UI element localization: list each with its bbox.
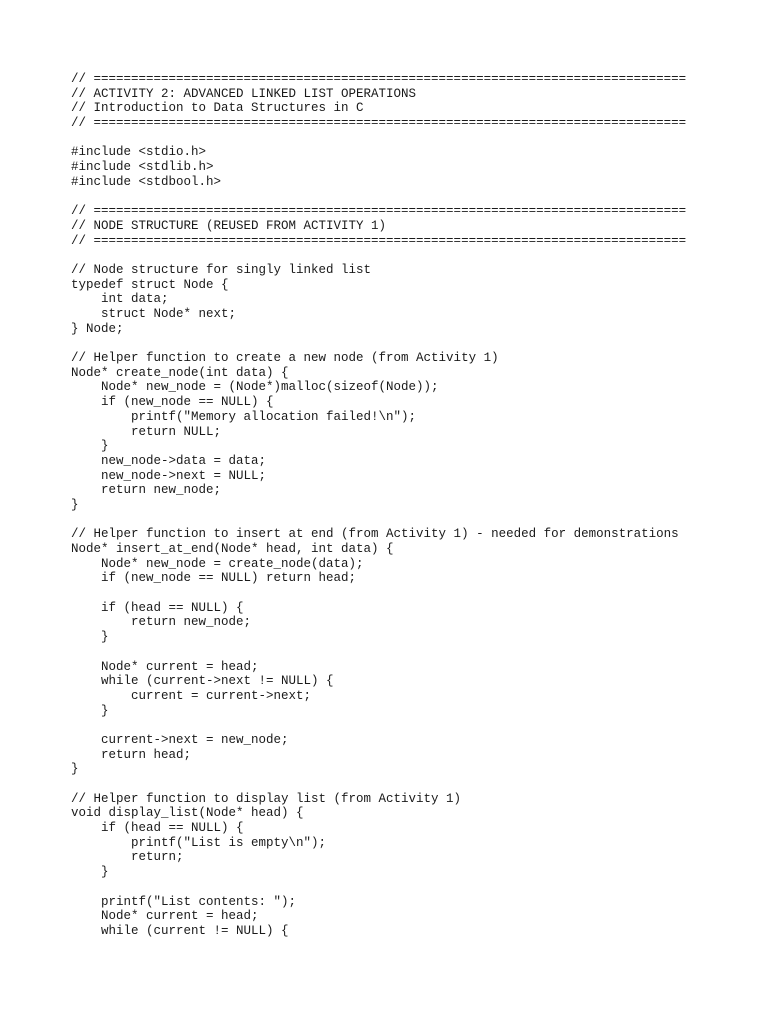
code-line: typedef struct Node {	[71, 277, 229, 292]
code-line: return head;	[71, 747, 192, 762]
code-line: // NODE STRUCTURE (REUSED FROM ACTIVITY 1)	[71, 218, 387, 233]
code-line: Node* insert_at_end(Node* head, int data) {	[71, 542, 394, 556]
code-line: while (current != NULL) {	[71, 923, 289, 938]
code-line: }	[71, 762, 79, 777]
code-line: current = current->next;	[71, 688, 312, 703]
code-line: // Introduction to Data Structures in C	[71, 101, 364, 116]
code-line: Node* new_node = (Node*)malloc(sizeof(Node));	[71, 380, 439, 395]
code-line	[71, 777, 686, 792]
code-line: Node* current = head;	[71, 909, 259, 924]
code-line: struct Node* next;	[71, 307, 237, 321]
code-line: Node* new_node = create_node(data);	[71, 556, 364, 571]
code-line: }	[71, 630, 109, 645]
code-line: return NULL;	[71, 424, 222, 439]
code-line: // Helper function to insert at end (from Activity 1) - needed for demonstrations	[71, 527, 679, 542]
code-line	[71, 586, 686, 601]
code-line: if (head == NULL) {	[71, 600, 244, 615]
code-line: if (new_node == NULL) return head;	[71, 571, 357, 586]
code-line: // ===============================================================================	[71, 233, 687, 248]
code-line: }	[71, 703, 109, 718]
code-line: if (new_node == NULL) {	[71, 395, 274, 410]
code-line: int data;	[71, 292, 169, 307]
code-line: current->next = new_node;	[71, 732, 289, 747]
code-line	[71, 513, 686, 528]
code-line	[71, 190, 686, 205]
code-line: }	[71, 497, 79, 512]
code-line: while (current->next != NULL) {	[71, 674, 334, 689]
code-line: return;	[71, 850, 184, 865]
code-line: Node* current = head;	[71, 659, 259, 674]
code-line: #include <stdio.h>	[71, 145, 207, 160]
code-line: }	[71, 865, 109, 880]
code-line: // ACTIVITY 2: ADVANCED LINKED LIST OPERATIONS	[71, 86, 417, 101]
code-line: Node* create_node(int data) {	[71, 365, 289, 380]
code-line: } Node;	[71, 321, 124, 336]
code-line: printf("List contents: ");	[71, 894, 297, 909]
code-line: // ===============================================================================	[71, 116, 687, 131]
code-line	[71, 131, 686, 146]
code-line: return new_node;	[71, 483, 222, 498]
code-line: // Helper function to display list (from Activity 1)	[71, 791, 462, 806]
code-line: // Node structure for singly linked list	[71, 262, 372, 277]
code-line: // ===============================================================================	[71, 72, 687, 86]
code-line: new_node->next = NULL;	[71, 468, 267, 483]
code-line: #include <stdlib.h>	[71, 160, 214, 175]
code-line: #include <stdbool.h>	[71, 174, 222, 189]
code-line	[71, 248, 686, 263]
code-line: // ===============================================================================	[71, 204, 687, 219]
code-line: return new_node;	[71, 615, 252, 630]
code-line: // Helper function to create a new node (from Activity 1)	[71, 351, 499, 366]
code-line	[71, 336, 686, 351]
code-line: if (head == NULL) {	[71, 821, 244, 836]
code-line: printf("List is empty\n");	[71, 835, 327, 850]
code-line: new_node->data = data;	[71, 453, 267, 468]
code-line: void display_list(Node* head) {	[71, 806, 304, 821]
code-line	[71, 718, 686, 733]
code-listing	[71, 72, 686, 939]
code-line	[71, 645, 686, 660]
code-line	[71, 880, 686, 895]
code-line: printf("Memory allocation failed!\n");	[71, 409, 417, 424]
code-line: }	[71, 439, 109, 454]
